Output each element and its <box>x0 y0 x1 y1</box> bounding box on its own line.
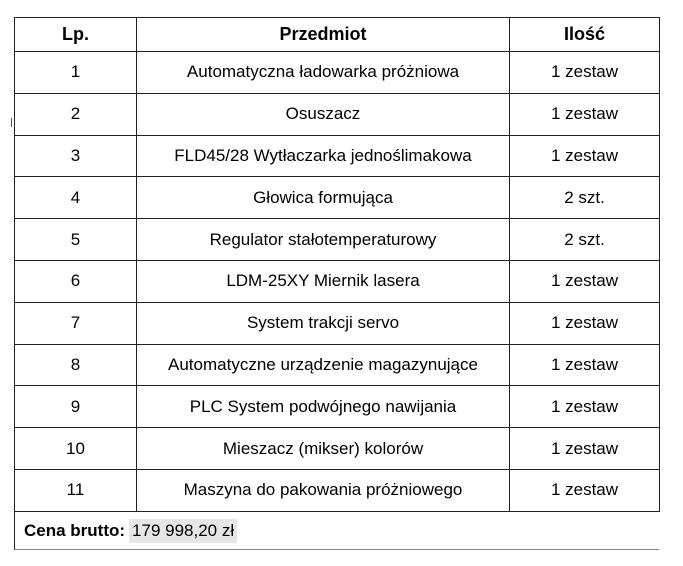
cell-lp: 6 <box>15 260 137 302</box>
items-table <box>14 17 660 512</box>
cell-item: PLC System podwójnego nawijania <box>137 386 510 428</box>
table-row <box>15 428 660 470</box>
cell-qty: 1 zestaw <box>510 93 660 135</box>
cell-lp: 8 <box>15 344 137 386</box>
cell-lp: 3 <box>15 135 137 177</box>
cell-lp: 9 <box>15 386 137 428</box>
cell-item: Maszyna do pakowania próżniowego <box>137 469 510 511</box>
cell-lp: 2 <box>15 93 137 135</box>
cell-qty: 1 zestaw <box>510 469 660 511</box>
cell-qty: 1 zestaw <box>510 260 660 302</box>
cell-qty: 2 szt. <box>510 177 660 219</box>
cell-lp: 5 <box>15 219 137 261</box>
cell-item: Głowica formująca <box>137 177 510 219</box>
cell-item: System trakcji servo <box>137 302 510 344</box>
cell-item: Mieszacz (mikser) kolorów <box>137 428 510 470</box>
cell-lp: 1 <box>15 52 137 94</box>
total-price-value: 179 998,20 zł <box>129 519 237 543</box>
cell-qty: 1 zestaw <box>510 428 660 470</box>
table-row <box>15 52 660 94</box>
table-row <box>15 219 660 261</box>
table-row <box>15 93 660 135</box>
total-price-row <box>14 512 659 550</box>
cell-qty: 2 szt. <box>510 219 660 261</box>
cell-lp: 11 <box>15 469 137 511</box>
table-row <box>15 386 660 428</box>
cell-lp: 7 <box>15 302 137 344</box>
cell-lp: 10 <box>15 428 137 470</box>
table-row <box>15 469 660 511</box>
cell-item: LDM-25XY Miernik lasera <box>137 260 510 302</box>
cell-qty: 1 zestaw <box>510 135 660 177</box>
cell-lp: 4 <box>15 177 137 219</box>
cell-item: FLD45/28 Wytłaczarka jednoślimakowa <box>137 135 510 177</box>
cell-item: Regulator stałotemperaturowy <box>137 219 510 261</box>
margin-mark <box>11 118 12 127</box>
cell-item: Automatyczne urządzenie magazynujące <box>137 344 510 386</box>
cell-qty: 1 zestaw <box>510 52 660 94</box>
cell-item: Osuszacz <box>137 93 510 135</box>
table-row <box>15 177 660 219</box>
table-row <box>15 260 660 302</box>
table-header-row <box>15 18 660 52</box>
header-lp: Lp. <box>15 18 137 52</box>
table-row <box>15 302 660 344</box>
total-price-label: Cena brutto: <box>24 520 126 540</box>
header-item: Przedmiot <box>137 18 510 52</box>
cell-item: Automatyczna ładowarka próżniowa <box>137 52 510 94</box>
table-row <box>15 344 660 386</box>
cell-qty: 1 zestaw <box>510 344 660 386</box>
cell-qty: 1 zestaw <box>510 386 660 428</box>
table-row <box>15 135 660 177</box>
header-qty: Ilość <box>510 18 660 52</box>
cell-qty: 1 zestaw <box>510 302 660 344</box>
